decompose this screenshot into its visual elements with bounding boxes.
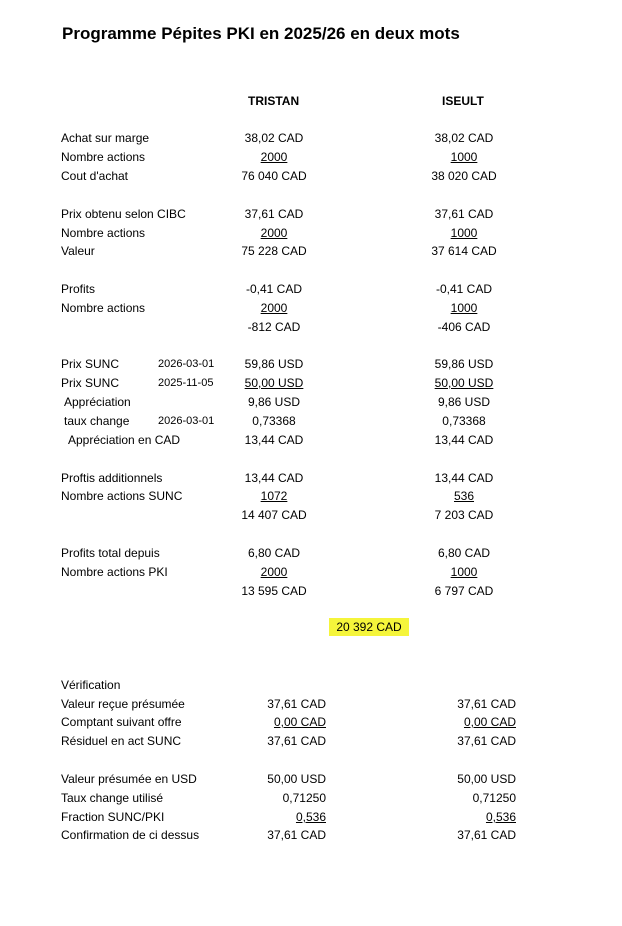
page-title: Programme Pépites PKI en 2025/26 en deux mots xyxy=(62,24,460,43)
row-date: 2026-03-01 xyxy=(158,415,215,427)
row-label: Taux change utilisé xyxy=(61,791,164,805)
grand-total: 20 392 CAD xyxy=(329,618,409,636)
value-tristan: 59,86 USD xyxy=(244,357,304,371)
value-iseult: 0,73368 xyxy=(442,414,486,428)
value-iseult: 37,61 CAD xyxy=(457,828,516,842)
value-iseult: -406 CAD xyxy=(437,320,491,334)
row-label: Valeur présumée en USD xyxy=(61,772,197,786)
row-label: Profits total depuis xyxy=(61,546,160,560)
value-tristan: -812 CAD xyxy=(247,320,301,334)
row-label: Prix SUNC xyxy=(61,357,120,371)
value-iseult: 37,61 CAD xyxy=(457,734,516,748)
row-label: taux change xyxy=(64,414,130,428)
value-iseult: 59,86 USD xyxy=(434,357,494,371)
value-iseult: 50,00 USD xyxy=(457,772,516,786)
value-iseult: 13,44 CAD xyxy=(434,433,494,447)
value-tristan: 75 228 CAD xyxy=(241,244,307,258)
value-tristan: -0,41 CAD xyxy=(245,282,303,296)
row-label: Proftis additionnels xyxy=(61,471,163,485)
row-label: Nombre actions xyxy=(61,301,146,315)
value-iseult: 38,02 CAD xyxy=(434,131,494,145)
value-iseult: 536 xyxy=(453,489,475,503)
value-iseult: 1000 xyxy=(450,150,478,164)
value-tristan: 1072 xyxy=(260,489,288,503)
value-tristan: 38,02 CAD xyxy=(244,131,304,145)
value-tristan: 2000 xyxy=(260,565,288,579)
value-tristan: 14 407 CAD xyxy=(241,508,307,522)
value-tristan: 9,86 USD xyxy=(247,395,301,409)
value-iseult: 0,00 CAD xyxy=(463,715,516,729)
value-tristan: 50,00 USD xyxy=(267,772,326,786)
value-iseult: 37,61 CAD xyxy=(434,207,494,221)
value-iseult: 50,00 USD xyxy=(434,376,494,390)
value-iseult: 1000 xyxy=(450,226,478,240)
value-tristan: 2000 xyxy=(260,301,288,315)
value-tristan: 76 040 CAD xyxy=(241,169,307,183)
row-label: Profits xyxy=(61,282,96,296)
value-tristan: 0,536 xyxy=(295,810,326,824)
row-label: Comptant suivant offre xyxy=(61,715,182,729)
row-label: Appréciation en CAD xyxy=(68,433,181,447)
value-iseult: 1000 xyxy=(450,301,478,315)
row-label: Fraction SUNC/PKI xyxy=(61,810,165,824)
value-iseult: 0,536 xyxy=(485,810,516,824)
value-iseult: 6 797 CAD xyxy=(434,584,494,598)
value-tristan: 0,71250 xyxy=(282,791,326,805)
column-header-iseult: ISEULT xyxy=(442,94,484,108)
row-label: Nombre actions PKI xyxy=(61,565,168,579)
row-label: Cout d'achat xyxy=(61,169,129,183)
value-tristan: 0,73368 xyxy=(252,414,296,428)
value-iseult: 38 020 CAD xyxy=(431,169,497,183)
value-iseult: 6,80 CAD xyxy=(437,546,491,560)
value-tristan: 37,61 CAD xyxy=(244,207,304,221)
row-label: Nombre actions SUNC xyxy=(61,489,183,503)
value-tristan: 50,00 USD xyxy=(244,376,304,390)
value-tristan: 13,44 CAD xyxy=(244,433,304,447)
row-label: Valeur reçue présumée xyxy=(61,697,185,711)
column-header-tristan: TRISTAN xyxy=(248,94,300,108)
value-iseult: 7 203 CAD xyxy=(434,508,494,522)
value-iseult: 1000 xyxy=(450,565,478,579)
value-tristan: 37,61 CAD xyxy=(267,828,326,842)
value-iseult: 37 614 CAD xyxy=(431,244,497,258)
value-tristan: 13 595 CAD xyxy=(241,584,307,598)
row-label: Prix obtenu selon CIBC xyxy=(61,207,186,221)
row-date: 2025-11-05 xyxy=(158,377,214,389)
value-tristan: 6,80 CAD xyxy=(247,546,301,560)
value-tristan: 0,00 CAD xyxy=(273,715,326,729)
row-date: 2026-03-01 xyxy=(158,358,215,370)
value-tristan: 13,44 CAD xyxy=(244,471,304,485)
row-label: Confirmation de ci dessus xyxy=(61,828,200,842)
row-label: Achat sur marge xyxy=(61,131,150,145)
row-label: Prix SUNC xyxy=(61,376,120,390)
value-iseult: 13,44 CAD xyxy=(434,471,494,485)
row-label: Appréciation xyxy=(64,395,131,409)
value-iseult: -0,41 CAD xyxy=(435,282,493,296)
row-label: Résiduel en act SUNC xyxy=(61,734,182,748)
value-iseult: 0,71250 xyxy=(472,791,516,805)
value-iseult: 37,61 CAD xyxy=(457,697,516,711)
value-tristan: 37,61 CAD xyxy=(267,734,326,748)
verification-title: Vérification xyxy=(61,678,121,692)
row-label: Nombre actions xyxy=(61,150,146,164)
value-tristan: 2000 xyxy=(260,226,288,240)
row-label: Valeur xyxy=(61,244,95,258)
row-label: Nombre actions xyxy=(61,226,146,240)
value-tristan: 37,61 CAD xyxy=(267,697,326,711)
value-tristan: 2000 xyxy=(260,150,288,164)
value-iseult: 9,86 USD xyxy=(437,395,491,409)
